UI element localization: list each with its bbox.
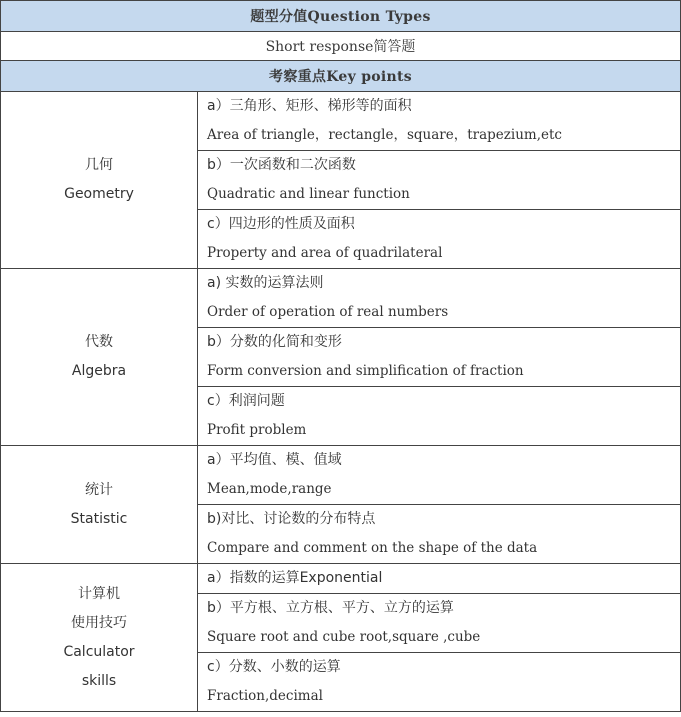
question-types-header: 题型分值Question Types [1, 1, 681, 32]
key-point-item [198, 92, 681, 151]
key-point-item [198, 210, 681, 269]
key-point-cn: a) 实数的运算法则 [207, 275, 324, 291]
key-point-item [198, 269, 681, 328]
key-point-cn: c）分数、小数的运算 [207, 659, 341, 675]
key-point-cn: a）平均值、模、值域 [207, 452, 342, 468]
key-point-cn: a）三角形、矩形、梯形等的面积 [207, 98, 412, 114]
key-point-cn: c）四边形的性质及面积 [207, 216, 355, 232]
key-point-item [198, 594, 681, 653]
key-point-en: Square root and cube root,square ,cube [207, 629, 481, 645]
key-point-cn: b）平方根、立方根、平方、立方的运算 [207, 600, 454, 616]
category-cn: 统计 [85, 481, 113, 498]
category-cn: 几何 [85, 157, 113, 173]
category-algebra [1, 269, 198, 446]
key-point-cn: b）分数的化简和变形 [207, 334, 342, 350]
key-point-item [198, 446, 681, 505]
key-point-en: Compare and comment on the shape of the data [207, 540, 538, 556]
key-point-item [198, 505, 681, 564]
key-point-en: Fraction,decimal [207, 688, 323, 704]
key-point-cn: c）利润问题 [207, 393, 285, 409]
key-point-item [198, 328, 681, 387]
category-en: Geometry [64, 186, 134, 202]
question-type-value: Short response简答题 [1, 32, 681, 61]
key-point-en: Form conversion and simplification of fraction [207, 363, 524, 379]
key-point-cn: b）一次函数和二次函数 [207, 157, 356, 173]
category-statistic [1, 446, 198, 564]
key-point-en: Mean,mode,range [207, 481, 332, 497]
key-point-en: Area of triangle，rectangle，square，trapezium,etc [207, 127, 562, 143]
category-geometry [1, 92, 198, 269]
key-point-item [198, 387, 681, 446]
key-point-en: Property and area of quadrilateral [207, 245, 443, 261]
category-en-line2: skills [81, 672, 117, 689]
category-calculator-skills [1, 564, 198, 712]
key-point-en: Order of operation of real numbers [207, 304, 449, 320]
category-en: Algebra [71, 363, 127, 379]
key-point-item [198, 564, 681, 594]
category-en-line1: Calculator [63, 643, 135, 660]
key-point-cn: b)对比、讨论数的分布特点 [207, 511, 376, 527]
category-cn: 代数 [85, 334, 113, 350]
key-point-en: Quadratic and linear function [207, 186, 410, 202]
category-cn-line2: 使用技巧 [71, 614, 127, 631]
category-en: Statistic [70, 510, 128, 527]
key-points-header: 考察重点Key points [1, 61, 681, 92]
key-point-item [198, 653, 681, 712]
key-point-item [198, 151, 681, 210]
category-cn-line1: 计算机 [78, 585, 120, 602]
key-point-cn: a）指数的运算Exponential [207, 570, 383, 586]
key-point-en: Profit problem [207, 422, 307, 438]
